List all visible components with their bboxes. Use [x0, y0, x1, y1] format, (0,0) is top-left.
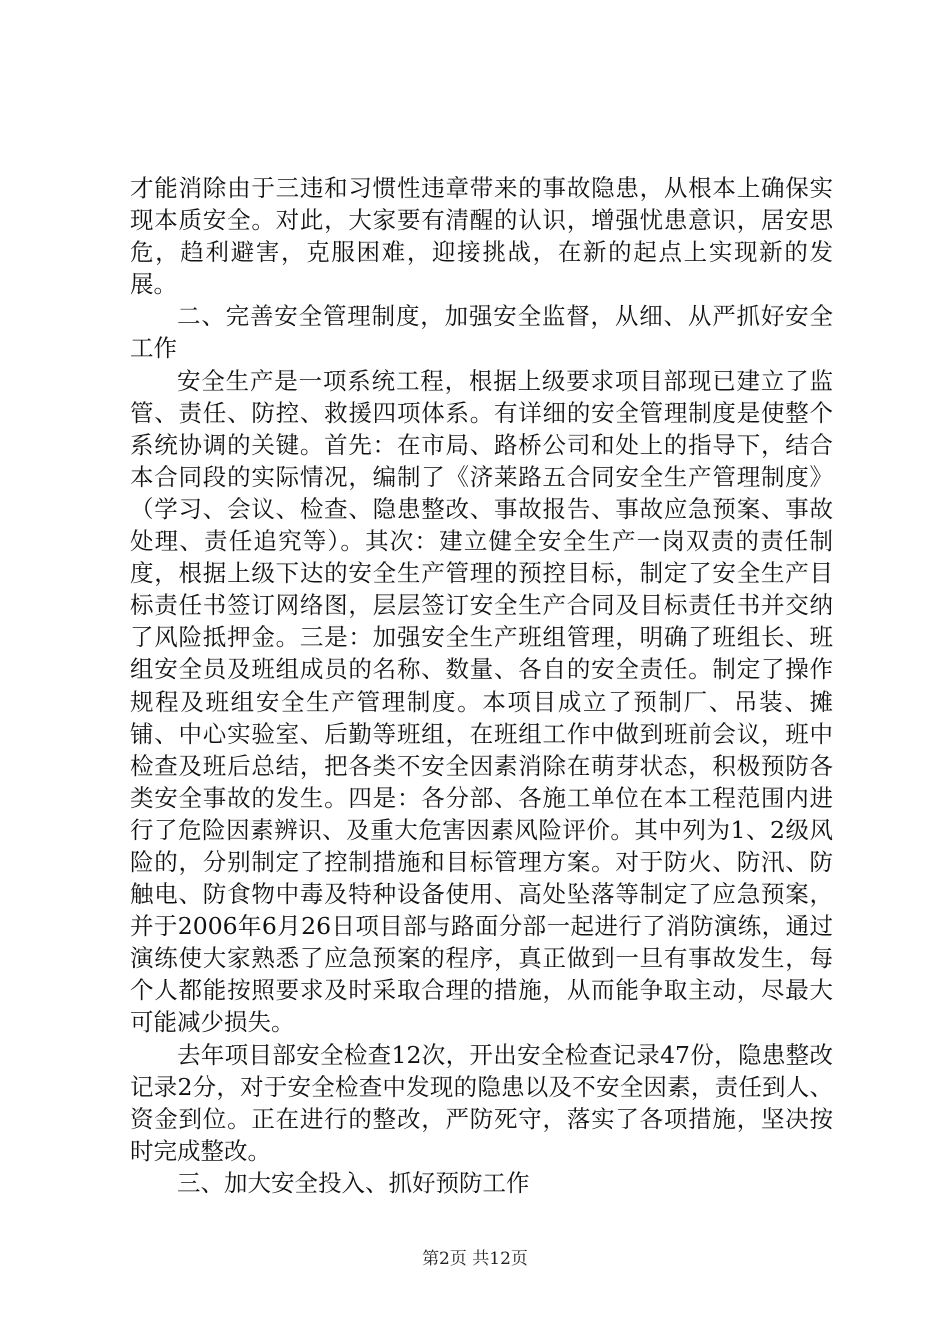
section-heading-2: 二、完善安全管理制度，加强安全监督，从细、从严抓好安全工作 — [130, 302, 833, 363]
paragraph-safety-system: 安全生产是一项系统工程，根据上级要求项目部现已建立了监管、责任、防控、救援四项体系。有详细的安全管理制度是使整个系统协调的关键。首先：在市局、路桥公司和处上的指导下，结合本合同段的实际情况，编制了《济莱路五合同安全生产管理制度》（学习、会议、检查、隐患整改、事故报告、事故应急预案、事故处理、责任追究等）。其次：建立健全安全生产一岗双责的责任制度，根据上级下达的安全生产管理的预控目标，制定了安全生产目标责任书签订网络图，层层签订安全生产合同及目标责任书并交纳了风险抵押金。三是：加强安全生产班组管理，明确了班组长、班组安全员及班组成员的名称、数量、各自的安全责任。制定了操作规程及班组安全生产管理制度。本项目成立了预制厂、吊装、摊铺、中心实验室、后勤等班组，在班组工作中做到班前会议，班中检查及班后总结，把各类不安全因素消除在萌芽状态，积极预防各类安全事故的发生。四是：各分部、各施工单位在本工程范围内进行了危险因素辨识、及重大危害因素风险评价。其中列为1、2级风险的，分别制定了控制措施和目标管理方案。对于防火、防汛、防触电、防食物中毒及特种设备使用、高处坠落等制定了应急预案，并于2006年6月26日项目部与路面分部一起进行了消防演练，通过演练使大家熟悉了应急预案的程序，真正做到一旦有事故发生，每个人都能按照要求及时采取合理的措施，从而能争取主动，尽最大可能减少损失。 — [130, 366, 833, 1037]
page-number-footer: 第2页 共12页 — [422, 1249, 528, 1269]
paragraph-intro: 才能消除由于三违和习惯性违章带来的事故隐患，从根本上确保实现本质安全。对此，大家要有清醒的认识，增强忧患意识，居安思危，趋利避害，克服困难，迎接挑战，在新的起点上实现新的发展。 — [130, 174, 833, 299]
document-body — [130, 172, 833, 1199]
section-heading-3: 三、加大安全投入、抓好预防工作 — [177, 1168, 530, 1197]
paragraph-inspection-summary: 去年项目部安全检查12次，开出安全检查记录47份，隐患整改记录2分，对于安全检查中发现的隐患以及不安全因素，责任到人、资金到位。正在进行的整改，严防死守，落实了各项措施，坚决按时完成整改。 — [130, 1040, 833, 1165]
